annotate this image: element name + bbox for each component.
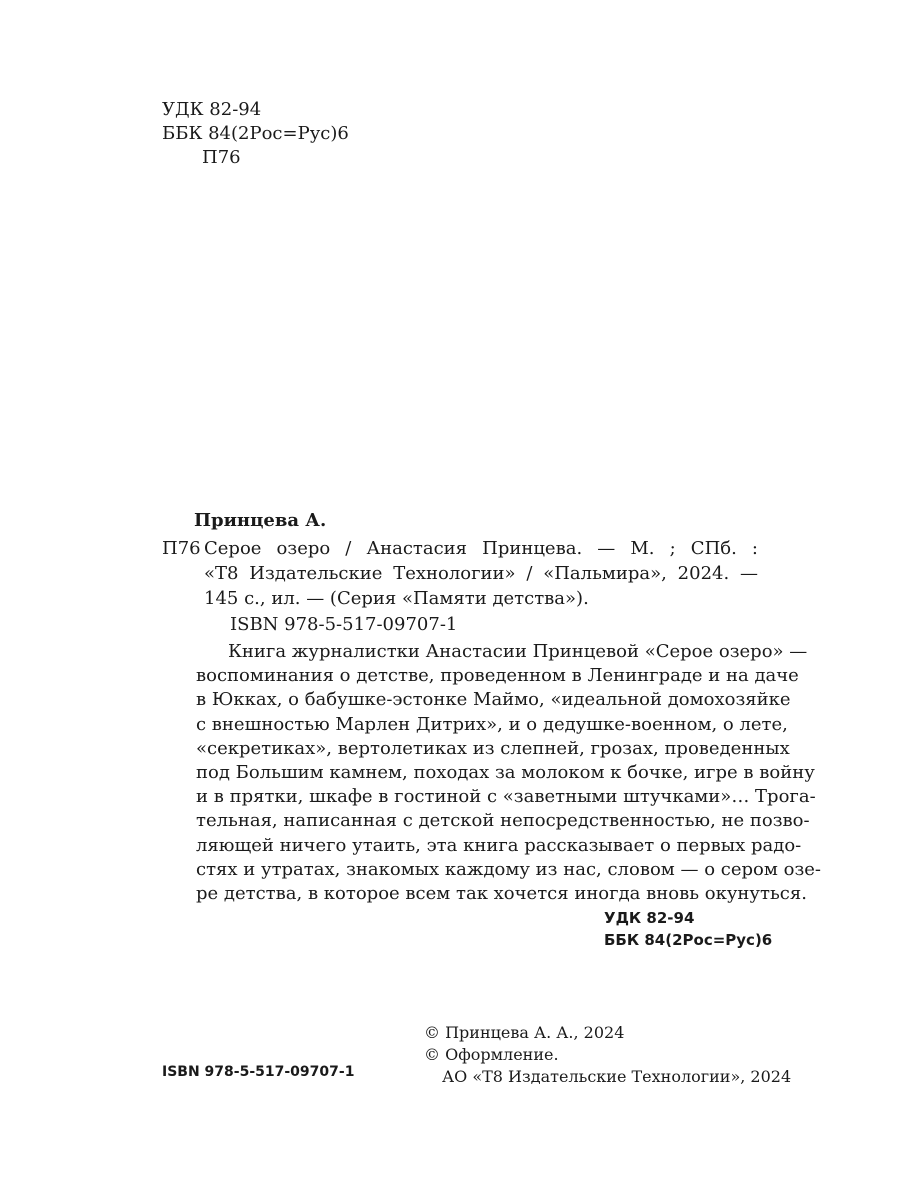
annotation-line: под Большим камнем, походах за молоком к бочке, игре в войну: [196, 762, 815, 784]
bib-line-3: 145 с., ил. — (Серия «Памяти детства»).: [204, 588, 589, 609]
bib-author-mark: П76: [162, 538, 201, 559]
annotation: [196, 640, 821, 906]
bib-line-1: Серое озеро / Анастасия Принцева. — М. ; СПб. :: [204, 538, 758, 559]
annotation-line: в Юкках, о бабушке-эстонке Маймо, «идеальной домохозяйке: [196, 689, 791, 711]
copyright-block: [424, 1022, 791, 1088]
annotation-line: Книга журналистки Анастасии Принцевой «Серое озеро» —: [228, 641, 808, 662]
isbn-bottom: ISBN 978-5-517-09707-1: [162, 1064, 355, 1080]
copyright-author: © Принцева А. А., 2024: [424, 1023, 625, 1042]
copyright-design: © Оформление.: [424, 1045, 559, 1064]
annotation-line: тельная, написанная с детской непосредственностью, не позво-: [196, 810, 810, 832]
classification-udk: УДК 82-94: [604, 909, 695, 927]
header-bbk: ББК 84(2Рос=Рус)6: [162, 123, 349, 144]
header-udk: УДК 82-94: [162, 99, 262, 120]
bib-isbn: ISBN 978-5-517-09707-1: [230, 614, 458, 635]
classification-bbk: ББК 84(2Рос=Рус)6: [604, 931, 773, 949]
bib-line-2: «Т8 Издательские Технологии» / «Пальмира», 2024. —: [204, 563, 758, 584]
bib-row-1: [162, 536, 758, 561]
annotation-line: с внешностью Марлен Дитрих», и о дедушке-военном, о лете,: [196, 713, 788, 735]
annotation-line: ляющей ничего утаить, эта книга рассказывает о первых радо-: [196, 834, 802, 856]
bibliographic-record: [162, 536, 758, 611]
classification-codes: [604, 907, 772, 951]
header-codes: [162, 98, 349, 170]
annotation-line: «секретиках», вертолетиках из слепней, грозах, проведенных: [196, 737, 790, 759]
annotation-line: ре детства, в которое всем так хочется иногда вновь окунуться.: [196, 883, 807, 905]
annotation-line: и в прятки, шкафе в гостиной с «заветными штучками»… Трога-: [196, 786, 816, 808]
header-author-mark: П76: [202, 147, 241, 168]
author-heading: Принцева А.: [194, 510, 327, 531]
annotation-line: воспоминания о детстве, проведенном в Ленинграде и на даче: [196, 665, 799, 687]
annotation-line: стях и утратах, знакомых каждому из нас, словом — о сером озе-: [196, 858, 821, 880]
copyright-publisher: АО «Т8 Издательские Технологии», 2024: [442, 1067, 792, 1086]
